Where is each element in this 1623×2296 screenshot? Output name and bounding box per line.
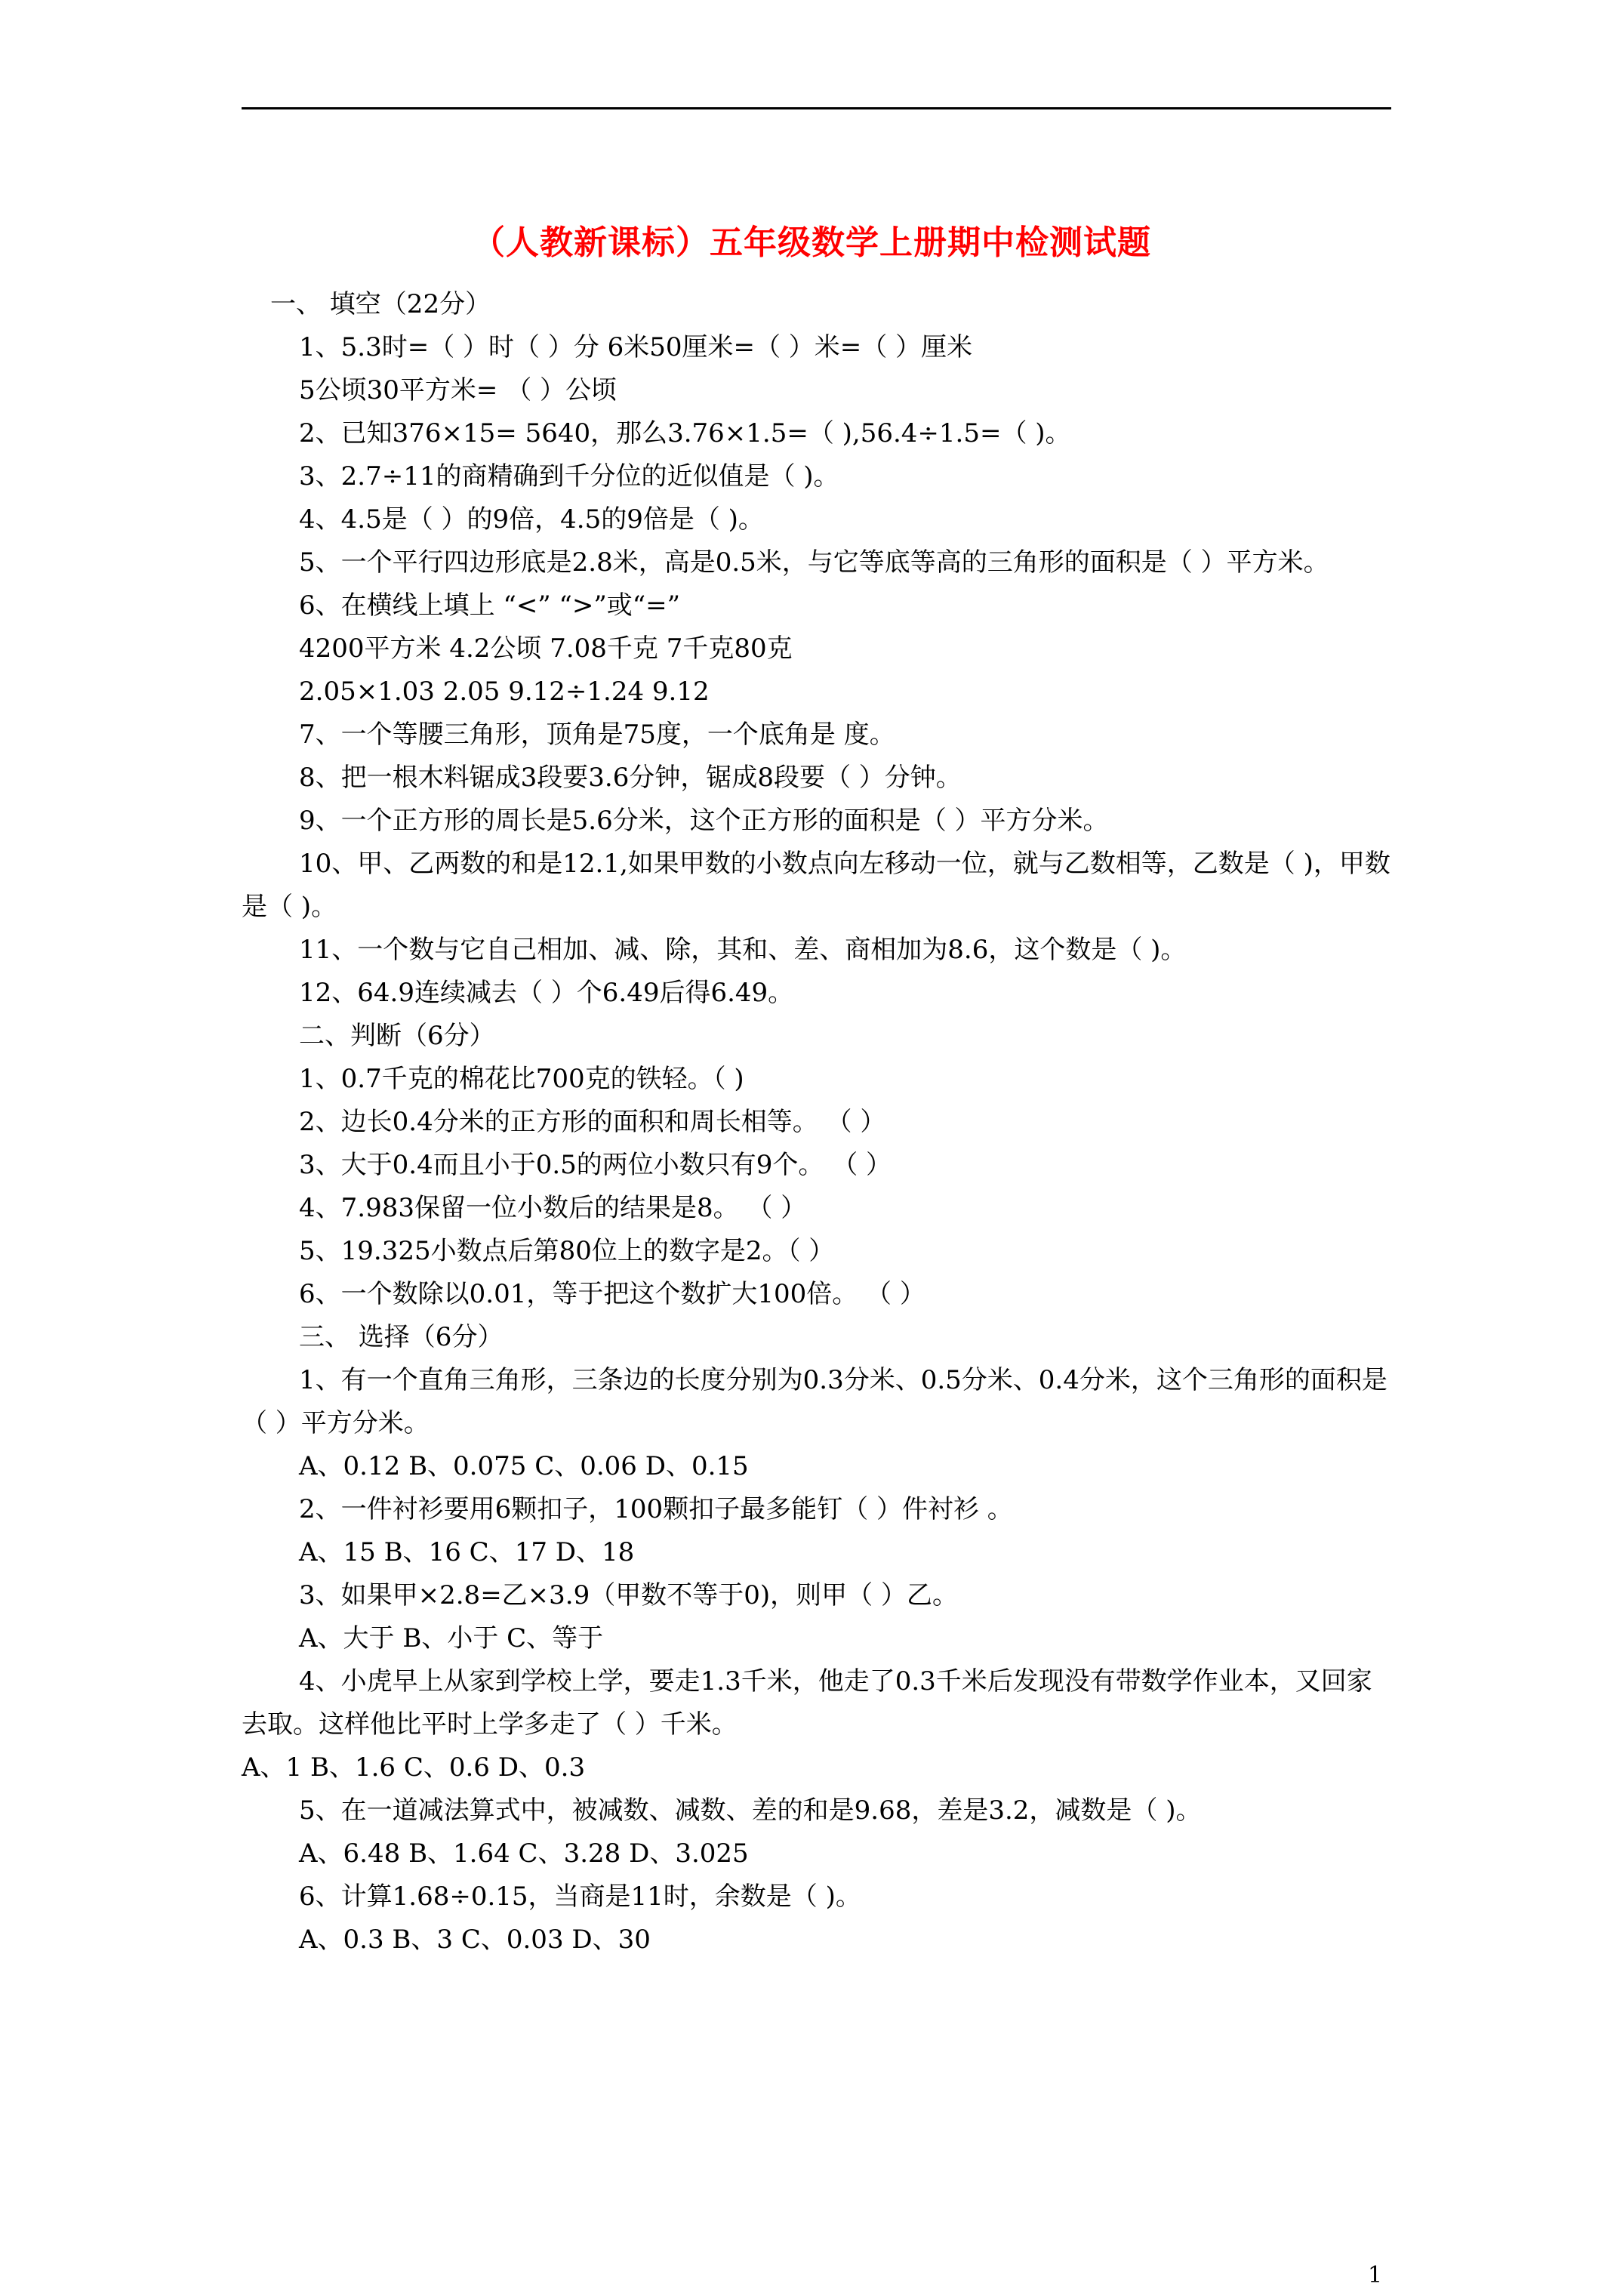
question-line: 8、把一根木料锯成3段要3.6分钟，锯成8段要（ ）分钟。 [299, 763, 962, 793]
question-line: 2.05×1.03 2.05 9.12÷1.24 9.12 [299, 676, 710, 707]
question-line: 6、在横线上填上 “<” “>”或“=” [299, 590, 681, 621]
question-line: 9、一个正方形的周长是5.6分米，这个正方形的面积是（ ）平方分米。 [299, 806, 1109, 836]
answer-options: A、6.48 B、1.64 C、3.28 D、3.025 [299, 1838, 749, 1869]
question-line: 2、一件衬衫要用6颗扣子，100颗扣子最多能钉（ ）件衬衫 。 [299, 1494, 1013, 1524]
question-line: 4200平方米 4.2公顷 7.08千克 7千克80克 [299, 633, 793, 664]
question-line: 3、如果甲×2.8=乙×3.9（甲数不等于0)，则甲（ ）乙。 [299, 1580, 958, 1610]
document-title: （人教新课标）五年级数学上册期中检测试题 [472, 223, 1151, 262]
question-line: 11、一个数与它自己相加、减、除，其和、差、商相加为8.6，这个数是（ )。 [299, 935, 1187, 965]
question-line: 2、已知376×15= 5640，那么3.76×1.5=（ ),56.4÷1.5=（ )。 [299, 418, 1071, 448]
question-line: 3、大于0.4而且小于0.5的两位小数只有9个。 （ ） [299, 1150, 892, 1180]
question-line: 1、有一个直角三角形，三条边的长度分别为0.3分米、0.5分米、0.4分米，这个三角形的面积是（ ）平方分米。 [242, 1365, 1387, 1438]
question-line: 4、小虎早上从家到学校上学，要走1.3千米，他走了0.3千米后发现没有带数学作业本，又回家去取。这样他比平时上学多走了（ ）千米。 [242, 1666, 1372, 1740]
section-heading-true-false: 二、判断（6分） [299, 1021, 495, 1051]
question-line: 4、7.983保留一位小数后的结果是8。 （ ） [299, 1193, 807, 1223]
page-number: 1 [1368, 2262, 1383, 2288]
document-body [242, 283, 1397, 1962]
question-line: 5公顷30平方米= （ ）公顷 [299, 375, 617, 405]
question-line: 6、一个数除以0.01，等于把这个数扩大100倍。 （ ） [299, 1279, 925, 1309]
section-heading-fill-in: 一、 填空（22分） [270, 289, 491, 319]
question-line: 3、2.7÷11的商精确到千分位的近似值是（ )。 [299, 461, 839, 492]
section-heading-multiple-choice: 三、 选择（6分） [299, 1322, 504, 1352]
question-line: 5、一个平行四边形底是2.8米，高是0.5米，与它等底等高的三角形的面积是（ ）平方米。 [299, 547, 1329, 578]
answer-options: A、0.3 B、3 C、0.03 D、30 [299, 1925, 651, 1955]
question-line: 7、一个等腰三角形，顶角是75度，一个底角是 度。 [299, 720, 895, 750]
question-line: 1、5.3时=（ ）时（ ）分 6米50厘米=（ ）米=（ ）厘米 [299, 332, 973, 362]
question-line: 5、19.325小数点后第80位上的数字是2。（ ） [299, 1236, 835, 1266]
question-line: 1、0.7千克的棉花比700克的铁轻。（ ) [299, 1064, 744, 1094]
question-line: 12、64.9连续减去（ ）个6.49后得6.49。 [299, 978, 794, 1008]
header-rule [242, 107, 1391, 109]
answer-options: A、1 B、1.6 C、0.6 D、0.3 [242, 1752, 586, 1783]
answer-options: A、15 B、16 C、17 D、18 [299, 1537, 635, 1567]
answer-options: A、大于 B、小于 C、等于 [299, 1623, 604, 1653]
question-line: 4、4.5是（ ）的9倍，4.5的9倍是（ )。 [299, 504, 764, 535]
answer-options: A、0.12 B、0.075 C、0.06 D、0.15 [299, 1451, 749, 1481]
question-line: 5、在一道减法算式中，被减数、减数、差的和是9.68，差是3.2，减数是（ )。 [299, 1795, 1202, 1826]
question-line: 2、边长0.4分米的正方形的面积和周长相等。 （ ） [299, 1107, 886, 1137]
question-line: 6、计算1.68÷0.15，当商是11时，余数是（ )。 [299, 1881, 861, 1912]
question-line: 10、甲、乙两数的和是12.1,如果甲数的小数点向左移动一位，就与乙数相等，乙数是（ )，甲数是（ )。 [242, 849, 1390, 922]
